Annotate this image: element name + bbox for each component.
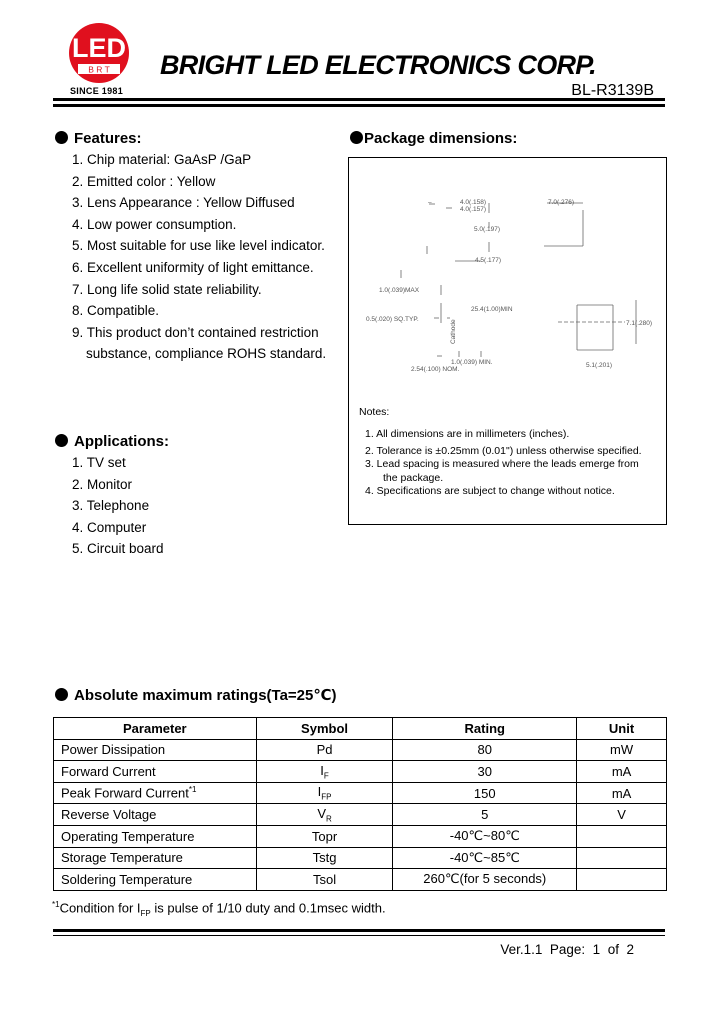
list-item: 5. Most suitable for use like level indicator. — [72, 238, 325, 254]
unit-cell: V — [577, 804, 667, 826]
dim-label: 4.0(.157) — [460, 206, 487, 213]
column-header: Rating — [393, 718, 577, 740]
bullet-icon — [55, 131, 68, 144]
dim-label: Cathode — [450, 319, 457, 344]
symbol-cell: $I_F$ — [256, 761, 393, 783]
logo-text: LED — [72, 33, 126, 63]
table-row — [54, 782, 667, 804]
symbol-cell: $I_{FP}$ — [256, 782, 393, 804]
table-row — [54, 761, 667, 783]
rating-cell: 5 — [393, 804, 577, 826]
footer-rule-lower — [53, 935, 665, 936]
column-header: Parameter — [54, 718, 257, 740]
table-row — [54, 869, 667, 891]
bullet-icon — [55, 434, 68, 447]
page-label: Page: — [549, 942, 586, 957]
dim-label: 7.1(.280) — [626, 320, 653, 327]
header-rule-lower — [53, 104, 665, 107]
footnote: $^{*1}$Condition for $I_{FP}$ is pulse of 1/10 duty and 0.1msec width. — [52, 900, 386, 918]
dim-label: – — [428, 199, 432, 206]
version-label: Ver.1.1 — [500, 942, 543, 957]
note-item-continuation: the package. — [383, 471, 444, 484]
list-item: 4. Computer — [72, 519, 147, 535]
dim-label: 4.5(.177) — [475, 257, 502, 264]
dim-label: 2.54(.100) NOM. — [411, 366, 460, 373]
package-drawing — [349, 158, 666, 388]
list-item: 1. TV set — [72, 455, 126, 470]
table-row — [54, 847, 667, 869]
unit-cell — [577, 847, 667, 869]
symbol-cell: Tsol — [256, 869, 393, 891]
column-header: Symbol — [256, 718, 393, 740]
list-item: 3. Telephone — [72, 498, 150, 514]
rating-cell: 260℃(for 5 seconds) — [393, 869, 577, 891]
ratings-table — [53, 717, 667, 891]
part-number: BL-R3139B — [571, 82, 654, 99]
list-item: 9. This product don’t contained restriction — [72, 324, 319, 340]
dim-label: 0.5(.020) SQ.TYP. — [366, 316, 419, 323]
logo-subtext: B R T — [88, 64, 110, 75]
table-header-row — [54, 718, 667, 740]
parameter-cell: Operating Temperature — [54, 825, 257, 847]
column-header: Unit — [577, 718, 667, 740]
dim-label: 1.0(.039) MIN. — [451, 359, 493, 366]
bullet-icon — [55, 688, 68, 701]
features-title: Features: — [55, 130, 142, 147]
rating-cell: -40℃~80℃ — [393, 825, 577, 847]
parameter-cell: Storage Temperature — [54, 847, 257, 869]
table-row — [54, 804, 667, 826]
list-item: 2. Monitor — [72, 476, 133, 492]
unit-cell: mA — [577, 761, 667, 783]
rating-cell: 30 — [393, 761, 577, 783]
list-item: 8. Compatible. — [72, 303, 160, 319]
page-number: 1 — [592, 942, 601, 957]
notes-title: Notes: — [359, 406, 390, 418]
rating-cell: 80 — [393, 739, 577, 761]
list-item: 1. Chip material: GaAsP /GaP — [72, 152, 252, 167]
list-item: 3. Lens Appearance : Yellow Diffused — [72, 195, 295, 211]
rating-cell: 150 — [393, 782, 577, 804]
list-item-continuation: substance, compliance ROHS standard. — [86, 346, 327, 362]
applications-title: Applications: — [55, 433, 169, 450]
symbol-cell: Pd — [256, 739, 393, 761]
since-label: SINCE 1981 — [70, 86, 124, 96]
unit-cell — [577, 869, 667, 891]
page-footer — [500, 942, 634, 957]
company-name: BRIGHT LED ELECTRONICS CORP. — [160, 50, 596, 80]
dim-label: 4.0(.158) — [460, 199, 487, 206]
dim-label: 5.0(.197) — [474, 226, 501, 233]
dim-label: 7.0(.276) — [548, 199, 575, 206]
dim-label: 1.0(.039)MAX — [379, 287, 420, 294]
package-title: Package dimensions: — [350, 130, 517, 147]
bullet-icon — [350, 131, 363, 144]
note-item: 2. Tolerance is ±0.25mm (0.01") unless otherwise specified. — [365, 444, 642, 457]
page-total: 2 — [626, 942, 634, 957]
list-item: 7. Long life solid state reliability. — [72, 281, 262, 297]
parameter-cell: Forward Current — [54, 761, 257, 783]
dim-label: 5.1(.201) — [586, 362, 613, 369]
applications-list — [72, 452, 164, 560]
symbol-cell: Topr — [256, 825, 393, 847]
dim-label: 25.4(1.00)MIN — [471, 306, 513, 313]
unit-cell — [577, 825, 667, 847]
footer-rule — [53, 929, 665, 932]
table-row — [54, 739, 667, 761]
company-logo — [68, 22, 130, 84]
parameter-cell: Power Dissipation — [54, 739, 257, 761]
list-item: 5. Circuit board — [72, 541, 164, 557]
ratings-title: Absolute maximum ratings(Ta=25℃) — [55, 686, 337, 704]
package-box — [348, 157, 667, 525]
symbol-cell: Tstg — [256, 847, 393, 869]
rating-cell: -40℃~85℃ — [393, 847, 577, 869]
features-list — [72, 149, 326, 365]
unit-cell: mA — [577, 782, 667, 804]
parameter-cell: Soldering Temperature — [54, 869, 257, 891]
unit-cell: mW — [577, 739, 667, 761]
notes-list — [365, 428, 642, 499]
symbol-cell: $V_R$ — [256, 804, 393, 826]
parameter-cell: Peak Forward Current$^{*1}$ — [54, 782, 257, 804]
note-item: 4. Specifications are subject to change without notice. — [365, 485, 615, 498]
list-item: 2. Emitted color : Yellow — [72, 173, 216, 189]
note-item: 1. All dimensions are in millimeters (inches). — [365, 428, 570, 440]
note-item: 3. Lead spacing is measured where the leads emerge from — [365, 458, 639, 471]
table-row — [54, 825, 667, 847]
parameter-cell: Reverse Voltage — [54, 804, 257, 826]
list-item: 4. Low power consumption. — [72, 216, 237, 232]
list-item: 6. Excellent uniformity of light emittance. — [72, 259, 314, 275]
of-label: of — [607, 942, 619, 957]
